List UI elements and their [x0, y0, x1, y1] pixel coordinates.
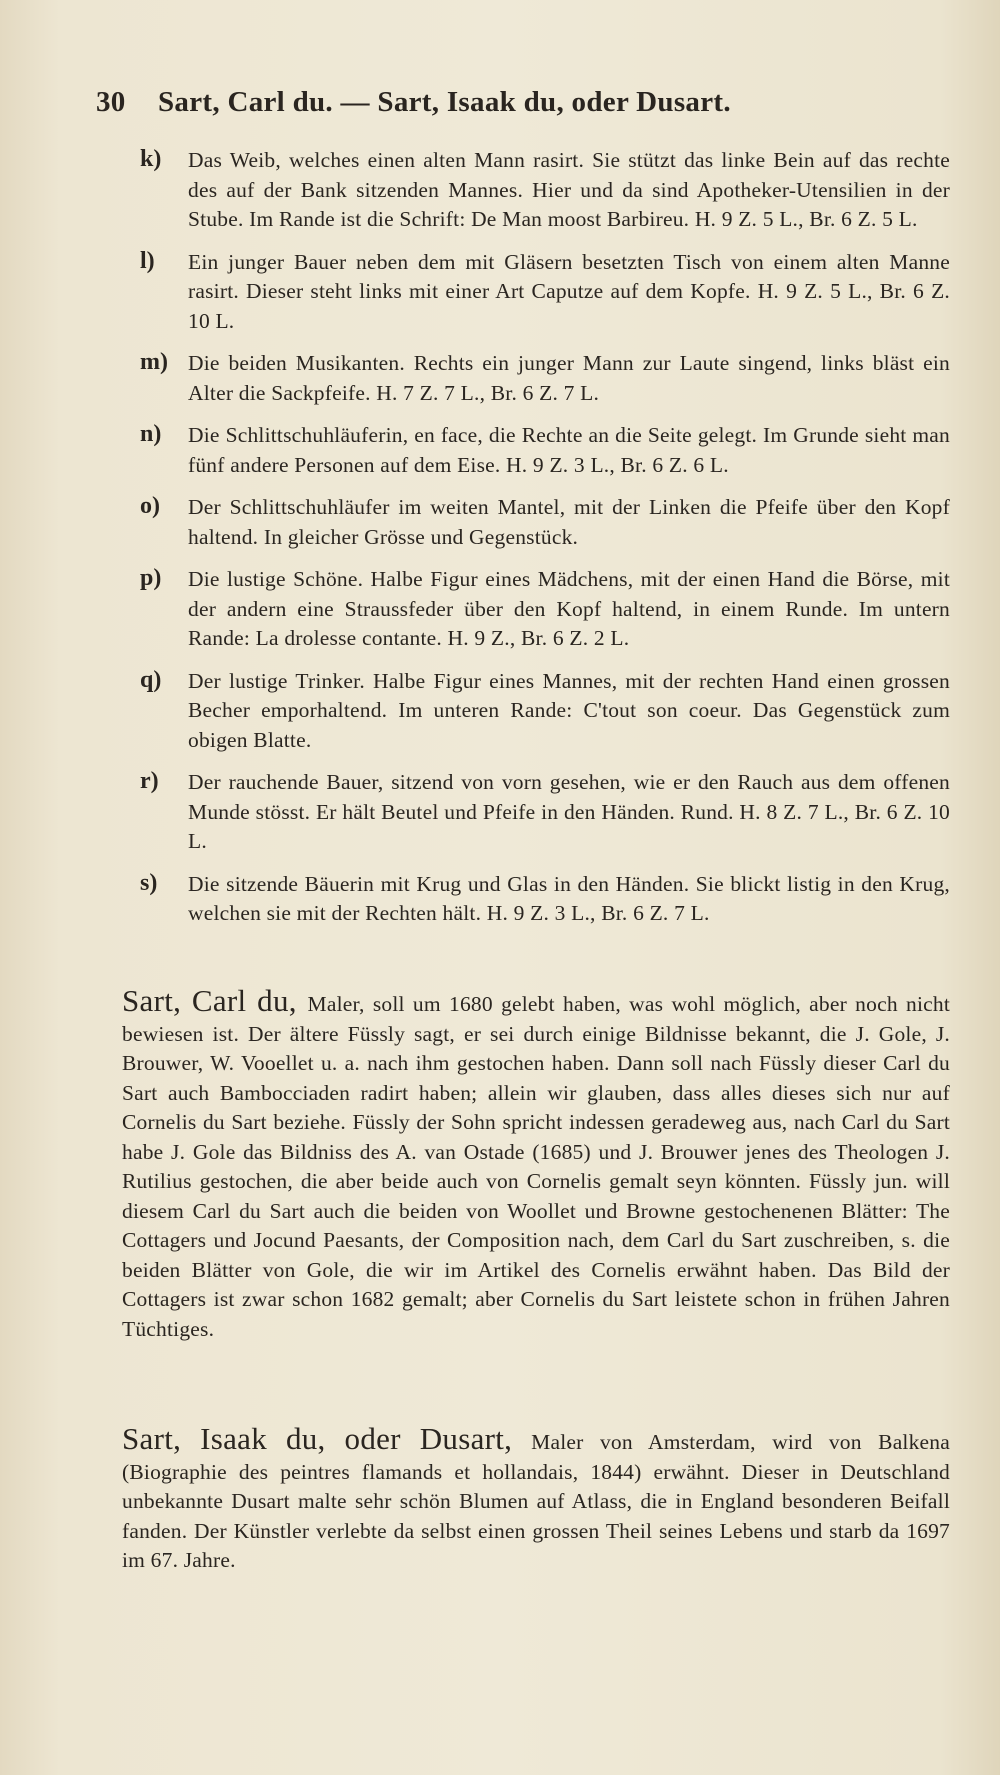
list-item	[140, 349, 950, 408]
entry-text: Der Schlittschuhläufer im weiten Mantel, mit der Linken die Pfeife über den Kopf haltend. In gleicher Grösse und Gegenstück.	[188, 495, 950, 549]
list-item	[140, 869, 950, 929]
list-item	[140, 565, 950, 654]
running-header	[96, 86, 896, 119]
entry-text: Der rauchende Bauer, sitzend von vorn gesehen, wie er den Rauch aus dem offenen Munde stösst. Er hält Beutel und Pfeife in den Händen. Rund. H. 8 Z. 7 L., Br. 6 Z. 10 L.	[188, 770, 950, 853]
page-number: 30	[96, 86, 126, 118]
entry-text: Die Schlittschuhläuferin, en face, die Rechte an die Seite gelegt. Im Grunde sieht man fünf andere Personen auf dem Eise. H. 9 Z. 3 L., Br. 6 Z. 6 L.	[188, 423, 950, 477]
entry-label: p)	[140, 565, 162, 591]
list-item	[140, 421, 950, 480]
entry-text: Die sitzende Bäuerin mit Krug und Glas in den Händen. Sie blickt listig in den Krug, welchen sie mit der Rechten hält. H. 9 Z. 3 L., Br. 6 Z. 7 L.	[188, 871, 950, 925]
article-isaak-du-sart	[122, 1421, 950, 1576]
entry-label: s)	[140, 869, 158, 896]
list-item	[140, 146, 950, 235]
entry-label: n)	[140, 421, 162, 447]
entry-label: k)	[140, 146, 162, 172]
list-item	[140, 666, 950, 756]
entries-list	[140, 146, 950, 942]
list-item	[140, 768, 950, 857]
article-heading: Sart, Isaak du, oder Dusart,	[122, 1421, 532, 1456]
entry-label: o)	[140, 493, 160, 519]
entry-label: m)	[140, 349, 168, 375]
article-text: Maler, soll um 1680 gelebt haben, was wohl möglich, aber noch nicht bewiesen ist. Der ältere Füssly sagt, er sei durch einige Bildnisse bekannt, die J. Gole, J. Brouwer, W. Vooellet u. a. nach ihm gestochen haben. Dann soll nach Füssly dieser Carl du Sart auch Bambocciaden radirt haben; allein wir glauben, dass alles dieses sich nur auf Cornelis du Sart beziehe. Füssly der Sohn spricht indessen geradeweg aus, nach Carl du Sart habe J. Gole das Bildniss des A. van Ostade (1685) und J. Brouwer jenes des Theologen J. Rutilius gestochen, die aber beide auch von Cornelis gemalt seyn könnten. Füssly jun. will diesem Carl du Sart auch die beiden von Woollet und Browne gestochenenen Blätter: The Cottagers und Jocund Paesants, der Composition nach, dem Carl du Sart zuschreiben, s. die beiden Blätter von Gole, die wir im Artikel des Cornelis erwähnt haben. Das Bild der Cottagers ist zwar schon 1682 gemalt; aber Cornelis du Sart leistete schon in frühen Jahren Tüchtiges.	[122, 992, 950, 1341]
article-heading: Sart, Carl du,	[122, 983, 308, 1018]
list-item	[140, 493, 950, 552]
running-title: Sart, Carl du. — Sart, Isaak du, oder Dusart.	[158, 86, 731, 118]
article-text: Maler von Amsterdam, wird von Balkena (Biographie des peintres flamands et hollandais, 1844) erwähnt. Dieser in Deutschland unbekannte Dusart malte sehr schön Blumen auf Atlass, die in England besonderen Beifall fanden. Der Künstler verlebte da selbst einen grossen Theil seines Lebens und starb da 1697 im 67. Jahre.	[122, 1430, 950, 1572]
entry-text: Die beiden Musikanten. Rechts ein junger Mann zur Laute singend, links bläst ein Alter die Sackpfeife. H. 7 Z. 7 L., Br. 6 Z. 7 L.	[188, 351, 950, 405]
article-carl-du-sart	[122, 983, 950, 1344]
list-item	[140, 247, 950, 337]
entry-text: Die lustige Schöne. Halbe Figur eines Mädchens, mit der einen Hand die Börse, mit der andern eine Straussfeder über den Kopf haltend, in einem Runde. Im untern Rande: La drolesse contante. H. 9 Z., Br. 6 Z. 2 L.	[188, 567, 950, 650]
entry-text: Ein junger Bauer neben dem mit Gläsern besetzten Tisch von einem alten Manne rasirt. Dieser steht links mit einer Art Caputze auf dem Kopfe. H. 9 Z. 5 L., Br. 6 Z. 10 L.	[188, 249, 950, 333]
entry-text: Das Weib, welches einen alten Mann rasirt. Sie stützt das linke Bein auf das rechte des auf der Bank sitzenden Mannes. Hier und da sind Apotheker-Utensilien in der Stube. Im Rande ist die Schrift: De Man moost Barbireu. H. 9 Z. 5 L., Br. 6 Z. 5 L.	[188, 148, 950, 231]
entry-label: q)	[140, 666, 162, 693]
entry-label: l)	[140, 247, 155, 274]
entry-label: r)	[140, 768, 159, 794]
entry-text: Der lustige Trinker. Halbe Figur eines Mannes, mit der rechten Hand einen grossen Becher emporhaltend. Im unteren Rande: C'tout son coeur. Das Gegenstück zum obigen Blatte.	[188, 668, 950, 752]
